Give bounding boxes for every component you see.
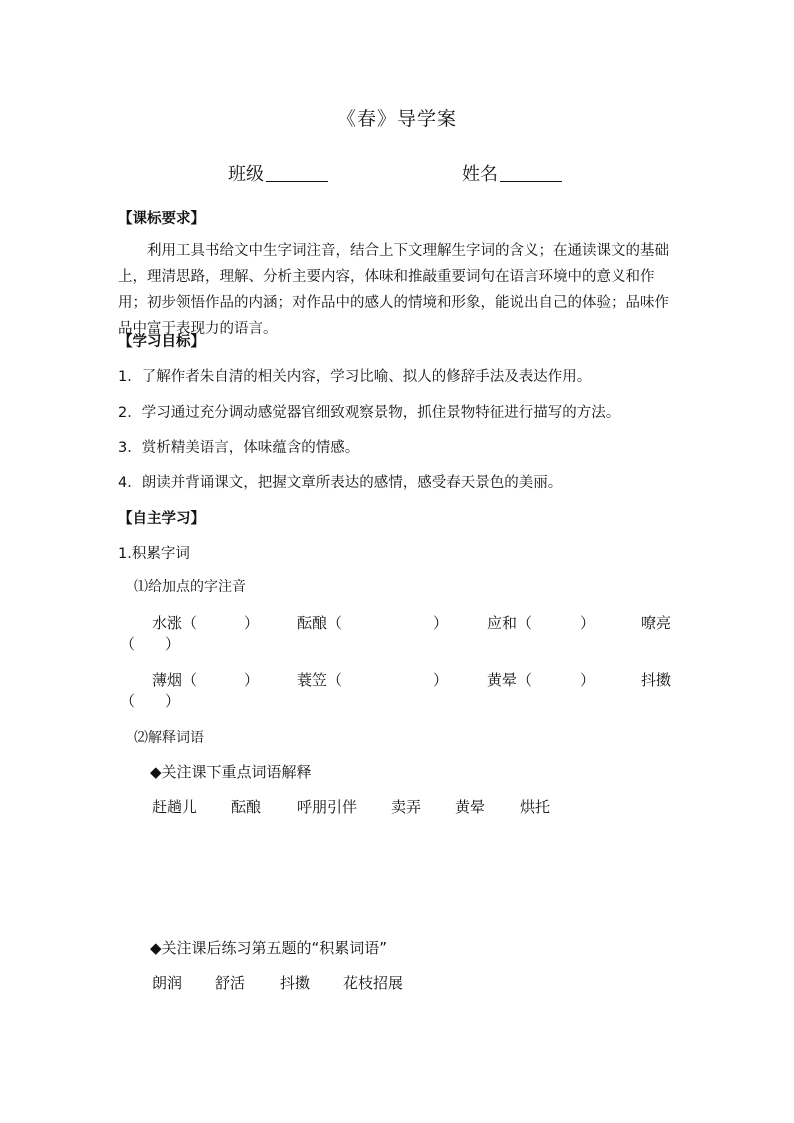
- word-cell: 应和（: [487, 614, 533, 632]
- vocab-word: 花枝招展: [343, 974, 404, 992]
- vocab-word: 卖弄: [391, 798, 422, 816]
- word-cell: 薄烟（: [152, 671, 198, 689]
- class-field: [228, 160, 328, 186]
- focus-note-1: ◆关注课下重点词语解释: [150, 763, 312, 781]
- question-2: ⑵解释词语: [134, 730, 204, 746]
- vocab-word: 赶趟儿: [152, 798, 198, 816]
- class-blank[interactable]: [266, 163, 328, 182]
- class-label: 班级: [228, 164, 264, 185]
- word-cell: ）: [244, 614, 260, 632]
- word-cell: （ ）: [120, 635, 181, 653]
- word-cell: 黄晕（: [487, 671, 533, 689]
- standards-heading: 【课标要求】: [118, 211, 205, 227]
- name-label: 姓名: [462, 164, 498, 185]
- vocab-word: 朗润: [152, 974, 183, 992]
- vocab-word: 酝酿: [231, 798, 262, 816]
- word-cell: ）: [244, 671, 260, 689]
- objective-item: 2．学习通过充分调动感觉器官细致观察景物，抓住景物特征进行描写的方法。: [118, 405, 621, 421]
- word-cell: （ ）: [120, 692, 181, 710]
- word-cell: 蓑笠（: [297, 671, 343, 689]
- question-1: ⑴给加点的字注音: [134, 579, 246, 595]
- word-cell: ）: [580, 614, 596, 632]
- vocab-word: 烘托: [520, 798, 551, 816]
- page-title: 《春》导学案: [336, 108, 457, 130]
- word-cell: 酝酿（: [297, 614, 343, 632]
- objectives-heading: 【学习目标】: [118, 334, 205, 350]
- vocab-word: 抖擞: [280, 974, 311, 992]
- name-blank[interactable]: [500, 163, 562, 182]
- standards-text: 利用工具书给文中生字词注音，结合上下文理解生字词的含义；在通读课文的基础上，理清思路，理解、分析主要内容，体味和推敲重要词句在语言环境中的意义和作用；初步领悟作品的内涵；对作品中的感人的情境和形象，能说出自己的体验；品味作品中富于表现力的语言。: [118, 243, 669, 337]
- word-cell: 嘹亮: [641, 614, 672, 632]
- objective-item: 3．赏析精美语言，体味蕴含的情感。: [118, 440, 360, 456]
- word-cell: ）: [433, 671, 449, 689]
- word-cell: ）: [580, 671, 596, 689]
- word-cell: 水涨（: [152, 614, 198, 632]
- word-cell: 抖擞: [641, 671, 672, 689]
- objective-item: 4．朗读并背诵课文，把握文章所表达的感情，感受春天景色的美丽。: [118, 475, 563, 491]
- vocab-word: 呼朋引伴: [297, 798, 358, 816]
- name-field: [462, 160, 562, 186]
- vocab-word: 黄晕: [455, 798, 486, 816]
- self-study-heading: 【自主学习】: [118, 511, 205, 527]
- focus-note-2: ◆关注课后练习第五题的“积累词语”: [150, 939, 388, 957]
- word-cell: ）: [433, 614, 449, 632]
- objective-item: 1．了解作者朱自清的相关内容，学习比喻、拟人的修辞手法及表达作用。: [118, 369, 592, 385]
- part1-heading: 1.积累字词: [118, 546, 190, 562]
- vocab-word: 舒活: [215, 974, 246, 992]
